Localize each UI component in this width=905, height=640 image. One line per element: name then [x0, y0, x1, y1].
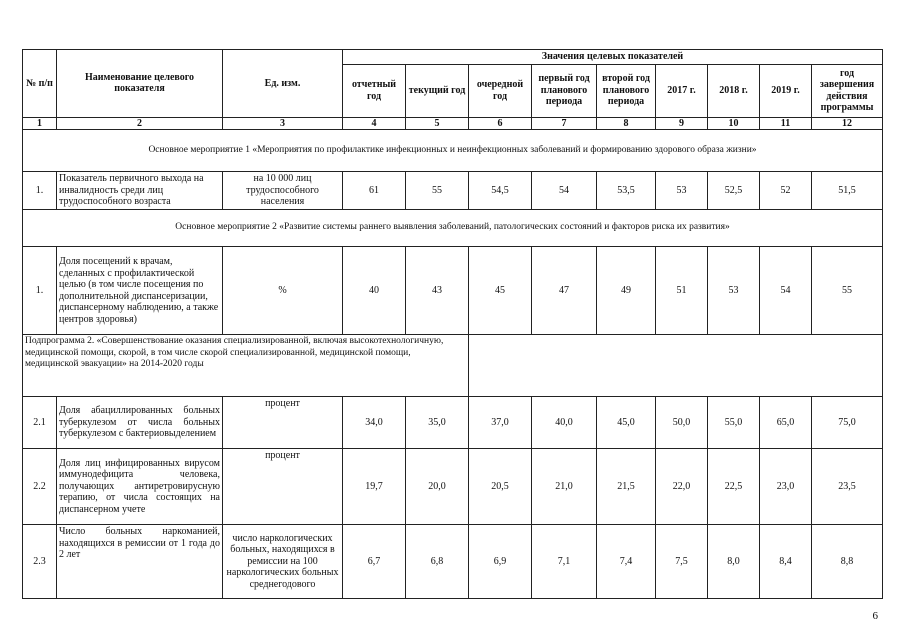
table-row: [23, 247, 883, 335]
row-value: 7,1: [532, 525, 597, 599]
row-value: 23,0: [760, 449, 812, 525]
col-number: 10: [708, 117, 760, 130]
row-value: 7,4: [597, 525, 656, 599]
row-value: 21,5: [597, 449, 656, 525]
header-col-plan1: первый год планового периода: [532, 64, 597, 117]
col-number: 1: [23, 117, 57, 130]
header-col-next: очередной год: [469, 64, 532, 117]
header-col-final: год завершения действия программы: [812, 64, 883, 117]
row-value: 37,0: [469, 397, 532, 449]
col-number: 9: [656, 117, 708, 130]
header-col-2018: 2018 г.: [708, 64, 760, 117]
row-value: 34,0: [343, 397, 406, 449]
row-value: 51: [656, 247, 708, 335]
col-number: 8: [597, 117, 656, 130]
row-value: 23,5: [812, 449, 883, 525]
row-value: 19,7: [343, 449, 406, 525]
row-value: 20,5: [469, 449, 532, 525]
row-value: 51,5: [812, 172, 883, 210]
section-heading: Основное мероприятие 1 «Мероприятия по профилактике инфекционных и неинфекционных заболеваний и формированию здорового образа жизни»: [23, 130, 883, 172]
row-num: 1.: [23, 247, 57, 335]
row-value: 22,5: [708, 449, 760, 525]
row-value: 43: [406, 247, 469, 335]
row-value: 52: [760, 172, 812, 210]
indicators-table: [22, 49, 883, 599]
row-unit: процент: [223, 397, 343, 449]
table-row: [23, 172, 883, 210]
header-col-current: текущий год: [406, 64, 469, 117]
row-unit: на 10 000 лиц трудоспособного населения: [223, 172, 343, 210]
header-col-plan2: второй год планового периода: [597, 64, 656, 117]
header-name: Наименование целевого показателя: [57, 50, 223, 118]
col-number: 5: [406, 117, 469, 130]
col-number: 6: [469, 117, 532, 130]
row-value: 40: [343, 247, 406, 335]
row-value: 54,5: [469, 172, 532, 210]
header-unit: Ед. изм.: [223, 50, 343, 118]
row-unit: %: [223, 247, 343, 335]
row-name: Показатель первичного выхода на инвалидность среди лиц трудоспособного возраста: [57, 172, 223, 210]
row-value: 40,0: [532, 397, 597, 449]
table-row: [23, 449, 883, 525]
row-value: 52,5: [708, 172, 760, 210]
section-heading: Основное мероприятие 2 «Развитие системы раннего выявления заболеваний, патологических состояний и факторов риска их развития»: [23, 210, 883, 247]
row-value: 8,4: [760, 525, 812, 599]
subprogram-filler: [469, 335, 883, 397]
row-value: 45,0: [597, 397, 656, 449]
table-row: [23, 525, 883, 599]
row-num: 2.1: [23, 397, 57, 449]
row-value: 7,5: [656, 525, 708, 599]
row-value: 75,0: [812, 397, 883, 449]
row-value: 6,9: [469, 525, 532, 599]
row-value: 8,0: [708, 525, 760, 599]
col-number: 2: [57, 117, 223, 130]
row-unit: процент: [223, 449, 343, 525]
row-value: 45: [469, 247, 532, 335]
row-value: 53: [656, 172, 708, 210]
row-value: 21,0: [532, 449, 597, 525]
header-col-2017: 2017 г.: [656, 64, 708, 117]
header-group: Значения целевых показателей: [343, 50, 883, 65]
col-number: 11: [760, 117, 812, 130]
table-row: [23, 397, 883, 449]
col-number: 12: [812, 117, 883, 130]
row-value: 54: [532, 172, 597, 210]
row-name: Число больных наркоманией, находящихся в ремиссии от 1 года до 2 лет: [57, 525, 223, 599]
row-value: 55: [812, 247, 883, 335]
subprogram-heading: Подпрограмма 2. «Совершенствование оказания специализированной, включая высокотехнологичную, медицинской помощи, скорой, в том числе скорой специализированной, медицинской помощи, медицинской эвакуации» на 2014-2020 годы: [23, 335, 469, 397]
row-value: 65,0: [760, 397, 812, 449]
row-value: 6,8: [406, 525, 469, 599]
row-value: 54: [760, 247, 812, 335]
row-name: Доля посещений к врачам, сделанных с профилактической целью (в том числе посещения по дополнительной диспансеризации, диспансерному наблюдению, а также центров здоровья): [57, 247, 223, 335]
row-value: 50,0: [656, 397, 708, 449]
row-value: 6,7: [343, 525, 406, 599]
row-name: Доля лиц инфицированных вирусом иммунодефицита человека, получающих антиретровирусную терапию, от числа состоящих на диспансерном учете: [57, 449, 223, 525]
row-value: 61: [343, 172, 406, 210]
row-name: Доля абациллированных больных туберкулезом от числа больных туберкулезом с бактериовыделением: [57, 397, 223, 449]
row-num: 1.: [23, 172, 57, 210]
row-value: 53: [708, 247, 760, 335]
header-num: № п/п: [23, 50, 57, 118]
row-value: 53,5: [597, 172, 656, 210]
row-unit: число наркологических больных, находящихся в ремиссии на 100 наркологических больных среднегодового: [223, 525, 343, 599]
row-value: 22,0: [656, 449, 708, 525]
row-value: 8,8: [812, 525, 883, 599]
header-col-2019: 2019 г.: [760, 64, 812, 117]
row-value: 35,0: [406, 397, 469, 449]
col-number: 7: [532, 117, 597, 130]
row-value: 55: [406, 172, 469, 210]
row-num: 2.2: [23, 449, 57, 525]
row-value: 47: [532, 247, 597, 335]
row-value: 20,0: [406, 449, 469, 525]
row-num: 2.3: [23, 525, 57, 599]
row-value: 55,0: [708, 397, 760, 449]
col-number: 4: [343, 117, 406, 130]
header-col-reporting: отчетный год: [343, 64, 406, 117]
col-number: 3: [223, 117, 343, 130]
page-number: 6: [872, 610, 878, 622]
row-value: 49: [597, 247, 656, 335]
